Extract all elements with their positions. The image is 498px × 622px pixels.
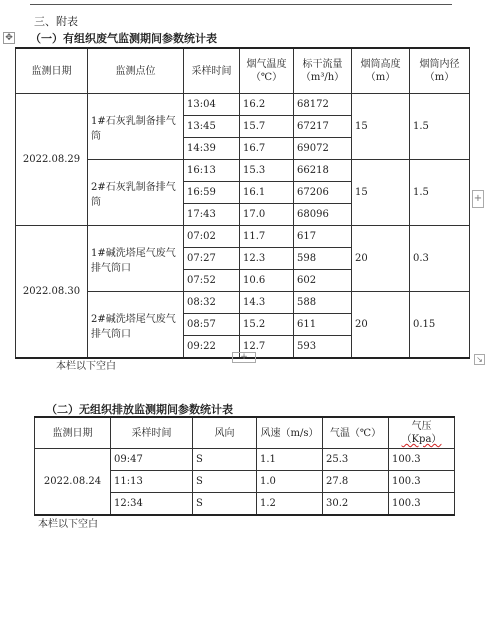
header-wind-direction: 风向 — [193, 417, 257, 449]
pressure-cell: 100.3 — [389, 493, 455, 516]
blank-below-note: 本栏以下空白 — [56, 361, 116, 372]
flow-cell: 66218 — [294, 160, 352, 182]
organized-emission-table — [15, 47, 470, 359]
wind-speed-cell: 1.1 — [257, 449, 323, 471]
temp-cell: 10.6 — [240, 270, 294, 292]
time-cell: 16:59 — [184, 182, 240, 204]
flow-cell: 598 — [294, 248, 352, 270]
header-location: 监测点位 — [88, 48, 184, 94]
height-cell: 20 — [352, 292, 410, 359]
header-stack-diameter: 烟筒内径（m） — [410, 48, 470, 94]
diameter-cell: 0.3 — [410, 226, 470, 292]
location-cell: 1#石灰乳制备排气筒 — [88, 94, 184, 160]
location-cell: 1#碱洗塔尾气废气排气筒口 — [88, 226, 184, 292]
temp-cell: 12.7 — [240, 336, 294, 359]
time-cell: 11:13 — [111, 471, 193, 493]
height-cell: 15 — [352, 94, 410, 160]
time-cell: 14:39 — [184, 138, 240, 160]
height-cell: 20 — [352, 226, 410, 292]
time-cell: 08:57 — [184, 314, 240, 336]
date-cell: 2022.08.29 — [16, 94, 88, 226]
time-cell: 09:22 — [184, 336, 240, 359]
time-cell: 09:47 — [111, 449, 193, 471]
pressure-unit: （Kpa） — [401, 434, 442, 445]
unorganized-emission-table — [34, 416, 455, 516]
header-date: 监测日期 — [16, 48, 88, 94]
temp-cell: 16.2 — [240, 94, 294, 116]
flow-cell: 588 — [294, 292, 352, 314]
temp-cell: 15.2 — [240, 314, 294, 336]
header-sample-time: 采样时间 — [184, 48, 240, 94]
appendix-heading: 三、附表 — [34, 15, 78, 28]
table-resize-handle-icon[interactable]: ↘ — [474, 354, 485, 365]
header-wind-speed: 风速（m/s） — [257, 417, 323, 449]
wind-direction-cell: S — [193, 493, 257, 516]
temp-cell: 15.7 — [240, 116, 294, 138]
flow-cell: 68172 — [294, 94, 352, 116]
pressure-cell: 100.3 — [389, 449, 455, 471]
time-cell: 07:52 — [184, 270, 240, 292]
flow-cell: 69072 — [294, 138, 352, 160]
pressure-label: 气压 — [411, 421, 432, 432]
flow-cell: 67206 — [294, 182, 352, 204]
diameter-cell: 1.5 — [410, 94, 470, 160]
temp-cell: 12.3 — [240, 248, 294, 270]
air-temp-cell: 30.2 — [323, 493, 389, 516]
time-cell: 13:04 — [184, 94, 240, 116]
time-cell: 12:34 — [111, 493, 193, 516]
table-row — [16, 94, 470, 116]
height-cell: 15 — [352, 160, 410, 226]
header-pressure — [389, 417, 455, 449]
flow-cell: 611 — [294, 314, 352, 336]
wind-direction-cell: S — [193, 471, 257, 493]
header-std-flow: 标干流量（m³/h） — [294, 48, 352, 94]
temp-cell: 16.7 — [240, 138, 294, 160]
header-sample-time: 采样时间 — [111, 417, 193, 449]
date-cell: 2022.08.24 — [35, 449, 111, 516]
air-temp-cell: 25.3 — [323, 449, 389, 471]
flow-cell: 593 — [294, 336, 352, 359]
header-stack-height: 烟筒高度（m） — [352, 48, 410, 94]
time-cell: 07:27 — [184, 248, 240, 270]
time-cell: 13:45 — [184, 116, 240, 138]
table-header-row — [35, 417, 455, 449]
flow-cell: 68096 — [294, 204, 352, 226]
wind-direction-cell: S — [193, 449, 257, 471]
location-cell: 2#石灰乳制备排气筒 — [88, 160, 184, 226]
time-cell: 17:43 — [184, 204, 240, 226]
date-cell: 2022.08.30 — [16, 226, 88, 359]
temp-cell: 17.0 — [240, 204, 294, 226]
time-cell: 16:13 — [184, 160, 240, 182]
temp-cell: 11.7 — [240, 226, 294, 248]
blank-below-note: 本栏以下空白 — [38, 519, 98, 530]
header-air-temp: 气温（℃） — [323, 417, 389, 449]
temp-cell: 16.1 — [240, 182, 294, 204]
pressure-cell: 100.3 — [389, 471, 455, 493]
diameter-cell: 1.5 — [410, 160, 470, 226]
header-date: 监测日期 — [35, 417, 111, 449]
section1-title: （一）有组织废气监测期间参数统计表 — [30, 32, 217, 45]
temp-cell: 14.3 — [240, 292, 294, 314]
flow-cell: 602 — [294, 270, 352, 292]
wind-speed-cell: 1.0 — [257, 471, 323, 493]
table-move-handle-icon[interactable]: ✥ — [3, 32, 15, 44]
air-temp-cell: 27.8 — [323, 471, 389, 493]
location-cell: 2#碱洗塔尾气废气排气筒口 — [88, 292, 184, 359]
time-cell: 07:02 — [184, 226, 240, 248]
flow-cell: 617 — [294, 226, 352, 248]
diameter-cell: 0.15 — [410, 292, 470, 359]
table-row — [16, 226, 470, 248]
temp-cell: 15.3 — [240, 160, 294, 182]
flow-cell: 67217 — [294, 116, 352, 138]
add-row-plus-icon[interactable]: + — [232, 352, 256, 363]
table-header-row — [16, 48, 470, 94]
page-top-rule — [30, 4, 452, 5]
table-row — [35, 449, 455, 471]
section2-title: （二）无组织排放监测期间参数统计表 — [46, 403, 233, 416]
wind-speed-cell: 1.2 — [257, 493, 323, 516]
time-cell: 08:32 — [184, 292, 240, 314]
header-flue-temp: 烟气温度（℃） — [240, 48, 294, 94]
add-column-plus-icon[interactable]: + — [472, 190, 484, 208]
